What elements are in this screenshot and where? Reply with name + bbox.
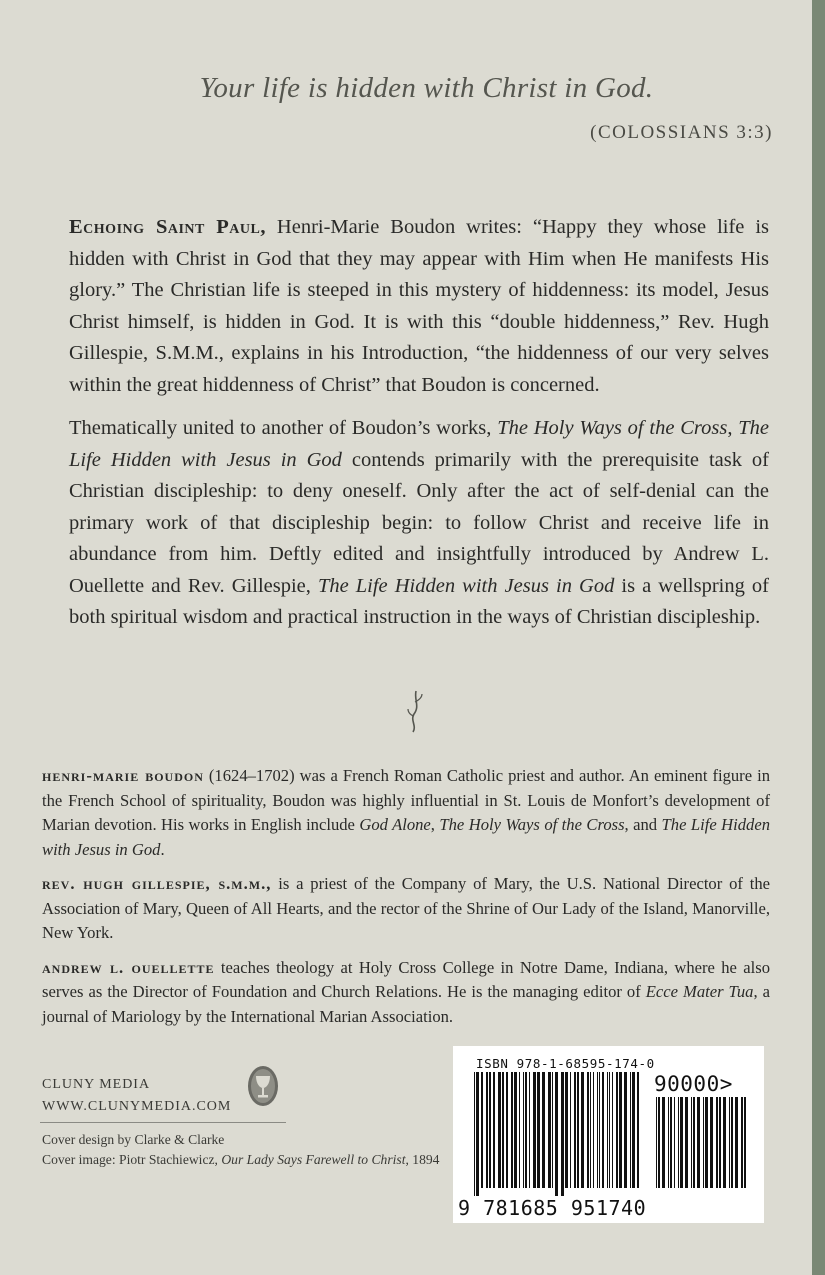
book-title: The Life Hidden with Jesus in God [317,574,615,597]
barcode-bar [697,1097,700,1188]
description-lead-in: Echoing Saint Paul, [69,216,266,238]
barcode-bar [731,1097,733,1188]
description-text: Henri-Marie Boudon writes: “Happy they whose life is hidden with Christ in God that they may appear with Him when He manifests His glory.” The Christian life is steeped in this mystery of hiddenness: its model, Jesus Christ himself, is hidden in God. It is with this “double hiddenness,” Rev. Hugh Gillespie, S.M.M., explains in his Introduction, “the hiddenness of our very selves within the great hiddenness of Christ” that Boudon is concerned. [69,216,769,396]
barcode-bar [486,1072,488,1188]
barcode-bar [514,1072,517,1188]
price-code: 90000> [654,1072,733,1096]
description-text: is a wellspring of both spiritual wisdom and practical instruction in the ways of Christian discipleship. [69,574,769,628]
barcode-bar [656,1097,657,1188]
description-text: Thematically united to another of Boudon’s works, [69,417,498,439]
barcode-bar [719,1097,721,1188]
ean-digits: 9 781685 951740 [458,1196,647,1220]
description-paragraph-2 [69,413,769,634]
book-title: The Holy Ways of the Cross [439,815,625,834]
barcode-bar [577,1072,579,1188]
cover-design-credit: Cover design by Clarke & Clarke [42,1132,225,1147]
book-title: The Life Hidden with Jesus in God [42,815,771,859]
artwork-title: Our Lady Says Farewell to Christ [221,1151,406,1167]
bio-gillespie [42,872,770,946]
barcode-bar [561,1072,564,1196]
sprig-ornament-icon [400,688,430,734]
barcode-bar [612,1072,613,1188]
barcode-bar [670,1097,672,1188]
book-title: The Holy Ways of the Cross [497,417,728,439]
epigraph-text: Your life is hidden with Christ in God. [199,72,654,104]
bio-text: , [430,815,440,834]
bio-name: henri-marie boudon [42,766,204,785]
barcode-bar [691,1097,692,1188]
barcode-bar [542,1072,545,1188]
journal-title: Ecce Mater Tua [645,982,754,1001]
barcode-bar [529,1072,530,1188]
barcode-bar [735,1097,738,1188]
description-text: contends primarily with the prerequisite task of Christian discipleship: to deny oneself. Only after the act of self-denial can the primary work of that discipleship begin: to follow Christ and receive life in abundance from him. Deftly edited and insightfully introduced by Andrew L. Ouellette and Rev. Gillespie, [69,448,769,597]
bio-text: , a journal of Mariology by the International Marian Association. [42,982,770,1026]
barcode-bar [552,1072,553,1188]
barcode-bar [511,1072,513,1188]
publisher-divider [40,1122,286,1123]
publisher-name: CLUNY MEDIA [42,1077,151,1092]
barcode-bar [693,1097,695,1188]
barcode-bar [678,1097,679,1188]
barcode-bar [502,1072,504,1188]
barcode-bar [602,1072,604,1188]
barcode-bar [685,1097,688,1188]
bio-boudon [42,764,770,862]
barcode-bar [710,1097,713,1188]
book-title: The Life Hidden with Jesus in God [69,417,769,471]
bio-name: rev. hugh gillespie, s.m.m., [42,874,272,893]
barcode-bar [662,1097,665,1188]
bio-ouellette [42,956,770,1030]
barcode-bar [548,1072,551,1188]
barcode-bar [525,1072,527,1188]
barcode-bar [619,1072,622,1188]
bio-text: , and [624,815,662,834]
cover-image-credit [42,1150,439,1170]
bio-text: is a priest of the Company of Mary, the U.S. National Director of the Association of Mary, Queen of All Hearts, and the rector of the Shrine of Our Lady of the Island, Manorville, New York. [42,874,770,942]
barcode-bar [493,1072,495,1188]
barcode-bar [609,1072,610,1188]
epigraph-quote [0,72,825,105]
barcode-bar [593,1072,594,1188]
author-bios [42,764,770,1039]
cover-credits [42,1130,439,1169]
addon-barcode [656,1097,752,1196]
barcode-bar [481,1072,483,1188]
barcode-bar [519,1072,520,1188]
bio-text: teaches theology at Holy Cross College in Notre Dame, Indiana, where he also serves as the Director of Foundation and Church Relations. He is the managing editor of [42,957,770,1001]
barcode-bar [630,1072,631,1188]
isbn-label: ISBN 978-1-68595-174-0 [476,1056,655,1071]
credit-text: Cover image: Piotr Stachiewicz, [42,1151,222,1167]
barcode-bar [597,1072,598,1188]
publisher-block [42,1074,231,1118]
barcode-bar [705,1097,708,1188]
barcode-bar [599,1072,600,1188]
bio-name: andrew l. ouellette [42,957,215,977]
barcode-bar [741,1097,743,1188]
barcode-bar [716,1097,718,1188]
bio-text: (1624–1702) was a French Roman Catholic priest and author. An eminent figure in the French School of spirituality, Boudon was highly influential in St. Louis de Monfort’s development of Marian devotion. His works in English include [42,766,770,834]
barcode-bar [574,1072,576,1188]
barcode-bar [637,1072,639,1188]
barcode-bar [570,1072,571,1188]
barcode-bar [474,1072,475,1196]
barcode-bar [489,1072,491,1188]
barcode-bar [632,1072,635,1188]
barcode-bar [565,1072,568,1188]
barcode-bar [533,1072,536,1188]
barcode-bar [555,1072,558,1196]
barcode-bar [581,1072,584,1188]
book-description [69,212,769,646]
barcode-bar [624,1072,627,1188]
barcode-bar [537,1072,540,1188]
barcode-bar [476,1072,479,1196]
description-paragraph-1 [69,212,769,401]
barcode-bar [506,1072,508,1188]
barcode-bar [523,1072,524,1188]
credit-text: , 1894 [405,1151,440,1167]
barcode-bar [729,1097,730,1188]
barcode-bar [744,1097,746,1188]
barcode-bar [723,1097,726,1188]
spine-edge-strip [812,0,825,1275]
description-text: , [727,417,739,439]
barcode-bar [680,1097,683,1188]
barcode-bar [668,1097,669,1188]
publisher-url: WWW.CLUNYMEDIA.COM [42,1099,232,1114]
bio-text: . [160,839,165,859]
barcode-bar [674,1097,675,1188]
barcode-bar [607,1072,608,1188]
barcode-bar [590,1072,591,1188]
chalice-seal-icon [246,1064,280,1108]
ean-barcode [474,1072,644,1196]
barcode-bar [616,1072,618,1188]
barcode-bar [703,1097,704,1188]
barcode-bar [658,1097,660,1188]
barcode-bar [498,1072,501,1188]
book-title: God Alone [359,815,431,834]
epigraph-citation: (COLOSSIANS 3:3) [590,122,773,143]
barcode-bar [587,1072,589,1188]
